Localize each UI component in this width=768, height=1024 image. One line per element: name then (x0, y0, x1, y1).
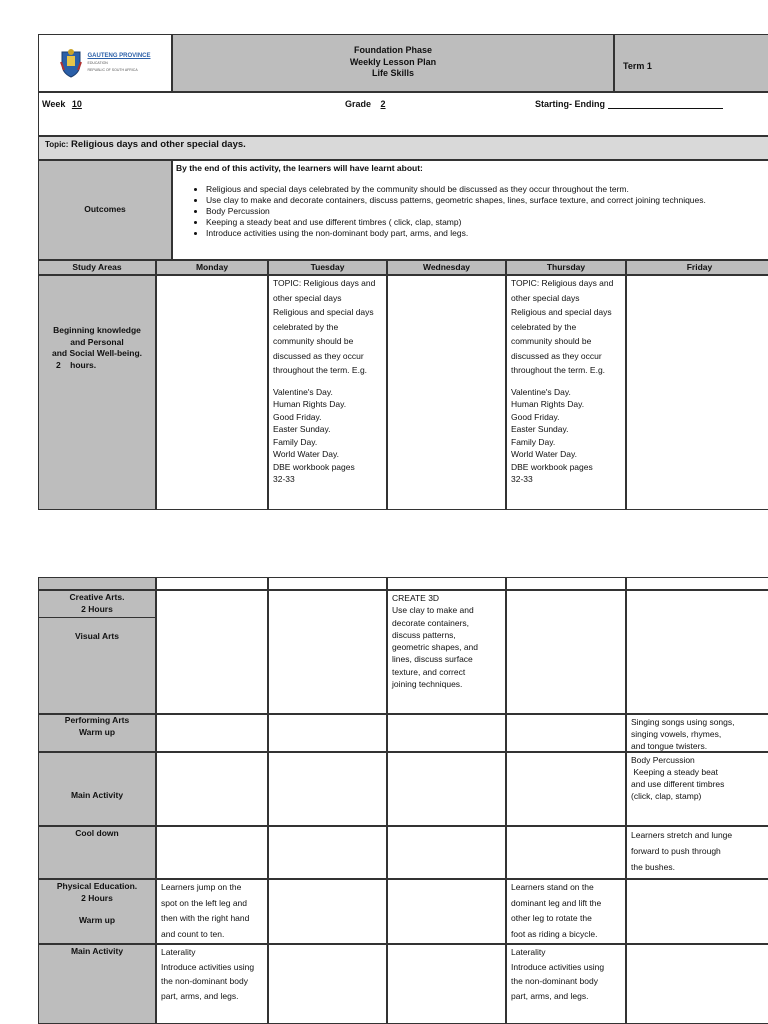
pa-label-line: Performing Arts (64, 715, 130, 725)
pa-wed (387, 714, 506, 752)
ca-label-line: Creative Arts. (69, 592, 125, 602)
bk-wednesday (387, 275, 506, 510)
ca-wed-line: CREATE 3D (392, 593, 440, 603)
mpe-tue (268, 944, 387, 1024)
logo-sub1: EDUCATION (87, 60, 108, 65)
bk-tue-item: Good Friday. (273, 411, 322, 422)
cd-mon (156, 826, 268, 879)
p2-empty-fri (626, 577, 768, 590)
pe-thu-line: Learners stand on the (511, 882, 594, 892)
bk-thu-item: Valentine's Day. (511, 386, 571, 397)
bk-tue-item: Valentine's Day. (273, 386, 333, 397)
cd-thu (506, 826, 626, 879)
visual-arts-label: Visual Arts (75, 631, 119, 641)
gauteng-logo (59, 48, 150, 78)
logo-cell (38, 34, 172, 92)
week-value: 10 (71, 99, 82, 109)
ma-fri-line: and use different timbres (631, 779, 725, 789)
week-label: Week (42, 99, 66, 109)
bk-thu-item: World Water Day. (511, 449, 577, 459)
bk-monday (156, 275, 268, 510)
term-label: Term 1 (623, 61, 652, 71)
pa-thu (506, 714, 626, 752)
dates-field (535, 99, 723, 109)
pe-thu-line: other leg to rotate the (511, 913, 592, 923)
bk-tue-item: DBE workbook pages (273, 461, 355, 472)
mpe-thu-line: Introduce activities using (511, 961, 605, 972)
bk-tue-line: discussed as they occur (273, 350, 364, 361)
logo-sub2: REPUBLIC OF SOUTH AFRICA (87, 67, 138, 72)
bk-thu-item: DBE workbook pages (511, 461, 593, 472)
mpe-thu-line: part, arms, and legs. (511, 990, 589, 1001)
bk-thu-line: throughout the term. E.g. (511, 365, 606, 375)
header-tuesday: Tuesday (268, 260, 387, 275)
ca-wed-line: discuss patterns, (392, 629, 456, 640)
ma-fri-line: (click, clap, stamp) (631, 791, 702, 801)
topic-field (45, 139, 246, 150)
bk-tue-line: community should be (273, 336, 354, 346)
ca-wed-line: joining techniques. (392, 679, 463, 690)
subject-title: Life Skills (371, 68, 415, 78)
p2-empty-tue (268, 577, 387, 590)
outcome-item: • Body Percussion (206, 206, 766, 217)
pa-fri-line: and tongue twisters. (631, 741, 708, 751)
ca-divider (38, 617, 156, 618)
bk-label (38, 325, 156, 371)
bk-thu-item: Good Friday. (511, 411, 560, 422)
mpe-thu-line: the non-dominant body (511, 976, 598, 986)
outcomes-label: Outcomes (84, 204, 126, 214)
ca-mon (156, 590, 268, 714)
dates-line (608, 99, 723, 109)
plan-title: Weekly Lesson Plan (349, 56, 437, 67)
ca-wed-line: geometric shapes, and (392, 642, 478, 653)
ca-wed-line: texture, and correct (392, 666, 466, 677)
outcome-item: • Introduce activities using the non-dominant body part, arms, and legs. (206, 228, 766, 239)
bk-tue-line: Religious and special days (273, 307, 374, 317)
pa-fri (626, 714, 768, 752)
ca-label (38, 592, 156, 615)
mpe-mon-line: the non-dominant body (161, 976, 248, 986)
p2-empty-wed (387, 577, 506, 590)
bk-thursday (506, 275, 626, 510)
bk-tue-line: throughout the term. E.g. (273, 365, 368, 375)
bk-tue-item: Human Rights Day. (273, 399, 347, 409)
bk-tue-item: World Water Day. (273, 449, 339, 459)
cd-fri-line: the bushes. (631, 862, 675, 872)
ca-wed-line: lines, discuss surface (392, 654, 473, 665)
cd-fri-line: forward to push through (631, 846, 721, 856)
pa-fri-line: singing vowels, rhymes, (631, 729, 722, 739)
mpe-thu-line: Laterality (511, 947, 546, 957)
ma-fri (626, 752, 768, 826)
pe-label-line: Physical Education. (56, 881, 138, 891)
ma-label: Main Activity (70, 790, 124, 800)
bk-tue-item: Family Day. (273, 436, 318, 447)
term-cell (614, 34, 768, 92)
ca-wed-line: Use clay to make and (392, 605, 474, 616)
bk-thu-line: Religious and special days (511, 307, 612, 317)
ca-label-line: 2 Hours (81, 603, 113, 614)
logo-text: GAUTENG PROVINCE (87, 52, 151, 59)
bk-friday (626, 275, 768, 510)
cd-label: Cool down (75, 828, 119, 838)
header-friday: Friday (626, 260, 768, 275)
bk-label-line: Beginning knowledge (53, 325, 141, 335)
ma-mon (156, 752, 268, 826)
pe-thu (506, 879, 626, 944)
week-field (42, 99, 98, 109)
ca-fri (626, 590, 768, 714)
bk-tue-item: 32-33 (273, 474, 295, 484)
coat-of-arms-icon (59, 48, 83, 78)
bk-thu-line: community should be (511, 336, 592, 346)
cd-fri-line: Learners stretch and lunge (631, 830, 733, 840)
header-wednesday: Wednesday (387, 260, 506, 275)
cd-tue (268, 826, 387, 879)
mpe-mon (156, 944, 268, 1024)
ma-label-cell (38, 752, 156, 826)
bk-thu-line: TOPIC: Religious days and (511, 278, 614, 288)
pa-label (38, 715, 156, 738)
mpe-label: Main Activity (70, 946, 124, 956)
pa-fri-line: Singing songs using songs, (631, 717, 735, 727)
mpe-mon-line: Introduce activities using (161, 961, 255, 972)
pe-label-line: Warm up (78, 915, 116, 925)
pe-mon-line: and count to ten. (161, 928, 225, 939)
title-text (172, 45, 614, 80)
pa-mon (156, 714, 268, 752)
header-study-areas: Study Areas (38, 260, 156, 275)
cd-wed (387, 826, 506, 879)
pe-label (38, 880, 156, 926)
bk-tue-line: celebrated by the (273, 321, 339, 332)
pe-tue (268, 879, 387, 944)
mpe-wed (387, 944, 506, 1024)
ma-thu (506, 752, 626, 826)
topic-value: Religious days and other special days. (71, 139, 246, 150)
outcome-item: • Use clay to make and decorate containers, discuss patterns, geometric shapes, lines, surface texture, and correct joining techniques. (206, 195, 766, 206)
p2-empty-label (38, 577, 156, 590)
dates-label: Starting- Ending (535, 99, 605, 109)
pe-mon-line: then with the right hand (161, 913, 250, 923)
bk-label-cell (38, 275, 156, 510)
ma-fri-line: Body Percussion (631, 755, 695, 765)
mpe-thu (506, 944, 626, 1024)
mpe-mon-line: Laterality (161, 947, 196, 957)
grade-field (345, 99, 409, 109)
ca-tue (268, 590, 387, 714)
pe-thu-line: dominant leg and lift the (511, 897, 602, 908)
bk-tue-line: TOPIC: Religious days and (273, 278, 376, 288)
ma-wed (387, 752, 506, 826)
grade-value: 2 (380, 99, 386, 109)
bk-thu-item: Easter Sunday. (511, 424, 569, 434)
bk-thu-line: other special days (511, 292, 580, 303)
ca-thu (506, 590, 626, 714)
header-thursday: Thursday (506, 260, 626, 275)
mpe-fri (626, 944, 768, 1024)
bk-tuesday (268, 275, 387, 510)
bk-label-line: 2 hours. (56, 359, 97, 370)
bk-label-line: and Social Well-being. (51, 348, 143, 358)
pe-mon (156, 879, 268, 944)
outcomes-intro: By the end of this activity, the learners will have learnt about: (176, 163, 423, 173)
outcome-item: • Keeping a steady beat and use different timbres ( click, clap, stamp) (206, 217, 766, 228)
ca-wed (387, 590, 506, 714)
pe-label-line: 2 Hours (81, 893, 113, 903)
topic-label: Topic: (45, 140, 69, 149)
outcomes-list (176, 184, 766, 239)
pe-wed (387, 879, 506, 944)
bk-tue-item: Easter Sunday. (273, 424, 331, 434)
bk-label-line: and Personal (70, 336, 124, 347)
pa-label-line: Warm up (78, 726, 116, 737)
pe-mon-line: spot on the left leg and (161, 897, 248, 908)
bk-tue-line: other special days (273, 292, 342, 303)
mpe-mon-line: part, arms, and legs. (161, 990, 239, 1001)
bk-thu-item: Human Rights Day. (511, 399, 585, 409)
ma-fri-line: Keeping a steady beat (631, 767, 718, 777)
pe-mon-line: Learners jump on the (161, 882, 242, 892)
bk-thu-line: celebrated by the (511, 321, 577, 332)
outcome-item: • Religious and special days celebrated by the community should be discussed as they occur throughout the term. (206, 184, 766, 195)
ma-tue (268, 752, 387, 826)
pe-thu-line: foot as riding a bicycle. (511, 928, 598, 939)
grade-label: Grade (345, 99, 372, 109)
pa-tue (268, 714, 387, 752)
p2-empty-mon (156, 577, 268, 590)
outcomes-content (176, 162, 766, 239)
bk-thu-item: 32-33 (511, 474, 533, 484)
ca-wed-line: decorate containers, (392, 617, 470, 628)
header-monday: Monday (156, 260, 268, 275)
bk-thu-item: Family Day. (511, 436, 556, 447)
bk-thu-line: discussed as they occur (511, 350, 602, 361)
cd-fri (626, 826, 768, 879)
mpe-label-cell (38, 944, 156, 1024)
pe-fri (626, 879, 768, 944)
p2-empty-thu (506, 577, 626, 590)
phase-title: Foundation Phase (353, 45, 432, 55)
